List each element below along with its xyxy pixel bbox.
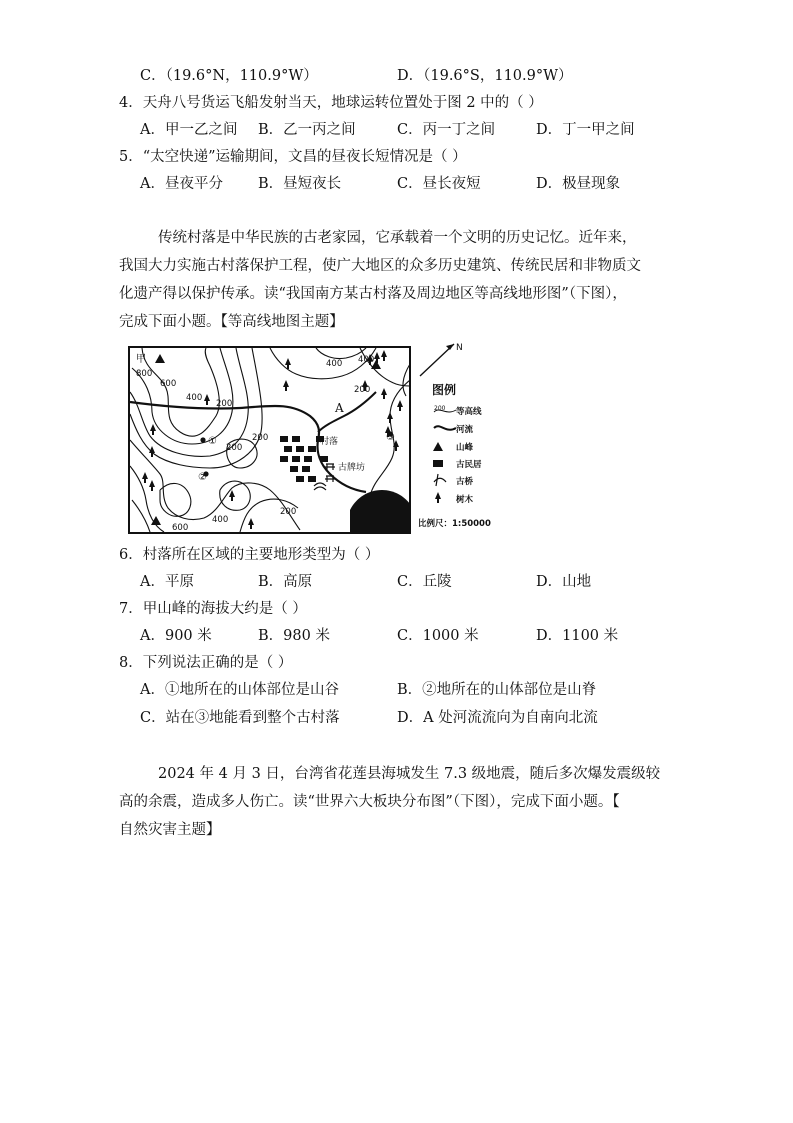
q5-option-a: A．昼夜平分	[140, 176, 223, 192]
q5-stem: 5．“太空快递”运输期间，文昌的昼夜长短情况是（ ）	[119, 149, 467, 165]
q4-option-b: B．乙一丙之间	[258, 122, 356, 138]
passage1-line2: 我国大力实施古村落保护工程，使广大地区的众多历史建筑、传统民居和非物质文	[119, 258, 641, 274]
passage1-line4: 完成下面小题。【等高线地图主题】	[119, 314, 344, 330]
q6-option-d: D．山地	[536, 574, 592, 590]
contour-label: 800	[136, 369, 153, 379]
legend-river-label: 河流	[456, 425, 474, 435]
contour-map	[120, 340, 520, 540]
legend-contour-sample: 200	[434, 405, 446, 412]
bridge-icon	[314, 483, 326, 490]
q5-option-d: D．极昼现象	[536, 176, 621, 192]
contour-label: 200	[252, 433, 269, 443]
point-1-dot	[200, 437, 205, 442]
q7-option-d: D．1100 米	[536, 628, 619, 644]
q4-option-a: A．甲一乙之间	[140, 122, 238, 138]
legend-peak-icon	[433, 442, 443, 451]
passage1-line1: 传统村落是中华民族的古老家园，它承载着一个文明的历史记忆。近年来，	[158, 230, 637, 246]
passage2-line1: 2024 年 4 月 3 日，台湾省花莲县海城发生 7.3 级地震，随后多次爆发震级较	[158, 766, 661, 782]
north-label: N	[456, 343, 463, 353]
passage2-line3: 自然灾害主题】	[119, 822, 221, 838]
q4-option-c: C．丙一丁之间	[397, 122, 496, 138]
q8-option-d: D．A 处河流流向为自南向北流	[397, 710, 598, 726]
legend-house-icon	[433, 460, 443, 467]
q4-option-d: D．丁一甲之间	[536, 122, 635, 138]
contour-label: 400	[326, 359, 343, 369]
passage1-line3: 化遗产得以保护传承。读“我国南方某古村落及周边地区等高线地形图”（下图），	[119, 286, 627, 302]
point-label-jia: 甲	[136, 354, 146, 365]
contour-label: 200	[354, 385, 371, 395]
legend-bridge-icon	[434, 474, 446, 486]
point-label-3: ③	[386, 432, 395, 443]
point-label-1: ①	[208, 436, 217, 447]
q6-option-c: C．丘陵	[397, 574, 452, 590]
contour-label: 400	[186, 393, 203, 403]
q6-option-a: A．平原	[140, 574, 194, 590]
dark-water-area	[350, 490, 410, 532]
contour-label: 400	[358, 355, 375, 365]
q4-stem: 4．天舟八号货运飞船发射当天，地球运转位置处于图 2 中的（ ）	[119, 95, 543, 111]
contour-label: 200	[216, 399, 233, 409]
q7-option-b: B．980 米	[258, 628, 330, 644]
q7-option-c: C．1000 米	[397, 628, 479, 644]
passage2-line2: 高的余震，造成多人伤亡。读“世界六大板块分布图”（下图），完成下面小题。【	[119, 794, 620, 810]
contour-label: 200	[226, 443, 243, 453]
q8-stem: 8．下列说法正确的是（ ）	[119, 655, 293, 671]
q3-option-c: C．（19.6°N，110.9°W）	[140, 68, 318, 84]
contour-label: 400	[212, 515, 229, 525]
legend	[418, 382, 491, 529]
q3-option-d: D．（19.6°S，110.9°W）	[397, 68, 573, 84]
legend-contour-label: 等高线	[456, 407, 482, 417]
legend-house-label: 古民居	[456, 460, 482, 470]
village-label: 村落	[320, 437, 339, 447]
q5-option-c: C．昼长夜短	[397, 176, 481, 192]
scale-label: 比例尺：1:50000	[418, 519, 491, 529]
legend-peak-label: 山峰	[456, 443, 474, 453]
q8-option-b: B．②地所在的山体部位是山脊	[397, 682, 597, 698]
q7-option-a: A．900 米	[140, 628, 212, 644]
q5-option-b: B．昼短夜长	[258, 176, 342, 192]
contour-label: 600	[172, 523, 189, 533]
point-label-2: ②	[198, 472, 207, 483]
legend-tree-icon	[435, 492, 441, 503]
contour-label: 200	[280, 507, 297, 517]
q7-stem: 7．甲山峰的海拔大约是（ ）	[119, 601, 307, 617]
q8-option-c: C．站在③地能看到整个古村落	[140, 710, 340, 726]
river-tributary	[318, 392, 376, 432]
legend-river-swatch	[434, 426, 456, 429]
arch-label: 古牌坊	[338, 463, 366, 473]
legend-tree-label: 树木	[456, 495, 474, 505]
legend-bridge-label: 古桥	[456, 477, 474, 487]
contour-label: 600	[160, 379, 177, 389]
q8-option-a: A．①地所在的山体部位是山谷	[140, 682, 339, 698]
q6-option-b: B．高原	[258, 574, 313, 590]
north-arrowhead	[446, 344, 454, 350]
legend-title: 图例	[432, 383, 457, 397]
q6-stem: 6．村落所在区域的主要地形类型为（ ）	[119, 547, 380, 563]
point-label-a: A	[335, 401, 344, 415]
